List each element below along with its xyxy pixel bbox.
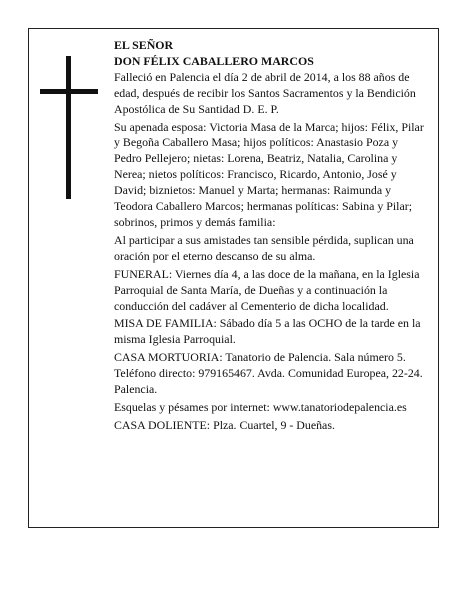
funeral-paragraph: FUNERAL: Viernes día 4, a las doce de la mañana, en la Iglesia Parroquial de Santa María, de Dueñas y a continuación la conducción del cadáver al Cementerio de dicha localidad. (114, 266, 420, 313)
mortuary-paragraph: CASA MORTUORIA: Tanatorio de Palencia. Sala número 5. Teléfono directo: 979165467. Avda. Comunidad Europea, 22-24. Palencia. (114, 350, 423, 397)
obituary-text (114, 38, 424, 436)
title-line-1: EL SEÑOR (114, 38, 174, 52)
prayer-request-paragraph: Al participar a sus amistades tan sensible pérdida, suplican una oración por el eterno descanso de su alma. (114, 232, 414, 263)
family-mass-paragraph: MISA DE FAMILIA: Sábado día 5 a las OCHO de la tarde en la misma Iglesia Parroquial. (114, 316, 421, 347)
family-paragraph: Su apenada esposa: Victoria Masa de la Marca; hijos: Félix, Pilar y Begoña Caballero Masa; hijos políticos: Anastasio Poza y Pedro Pellejero; nietas: Lorena, Beatriz, Natalia, Carolina y Nerea; nietos políticos: Francisco, Ricardo, Antonio, José y David; biznietos: Manuel y Marta; hermanas: Raimunda y Teodora Caballero Marcos; hermanas políticas: Sabina y Pilar; sobrinos, primos y demás familia: (114, 119, 424, 229)
deceased-name: DON FÉLIX CABALLERO MARCOS (114, 53, 314, 68)
cross-vertical-bar (66, 56, 71, 199)
family-home-paragraph: CASA DOLIENTE: Plza. Cuartel, 9 - Dueñas. (114, 417, 335, 432)
cross-horizontal-bar (40, 89, 98, 94)
internet-condolences-paragraph: Esquelas y pésames por internet: www.tanatoriodepalencia.es (114, 399, 407, 414)
death-notice-paragraph: Falleció en Palencia el día 2 de abril de 2014, a los 88 años de edad, después de recibir los Santos Sacramentos y la Bendición Apostólica de Su Santidad D. E. P. (114, 69, 416, 116)
